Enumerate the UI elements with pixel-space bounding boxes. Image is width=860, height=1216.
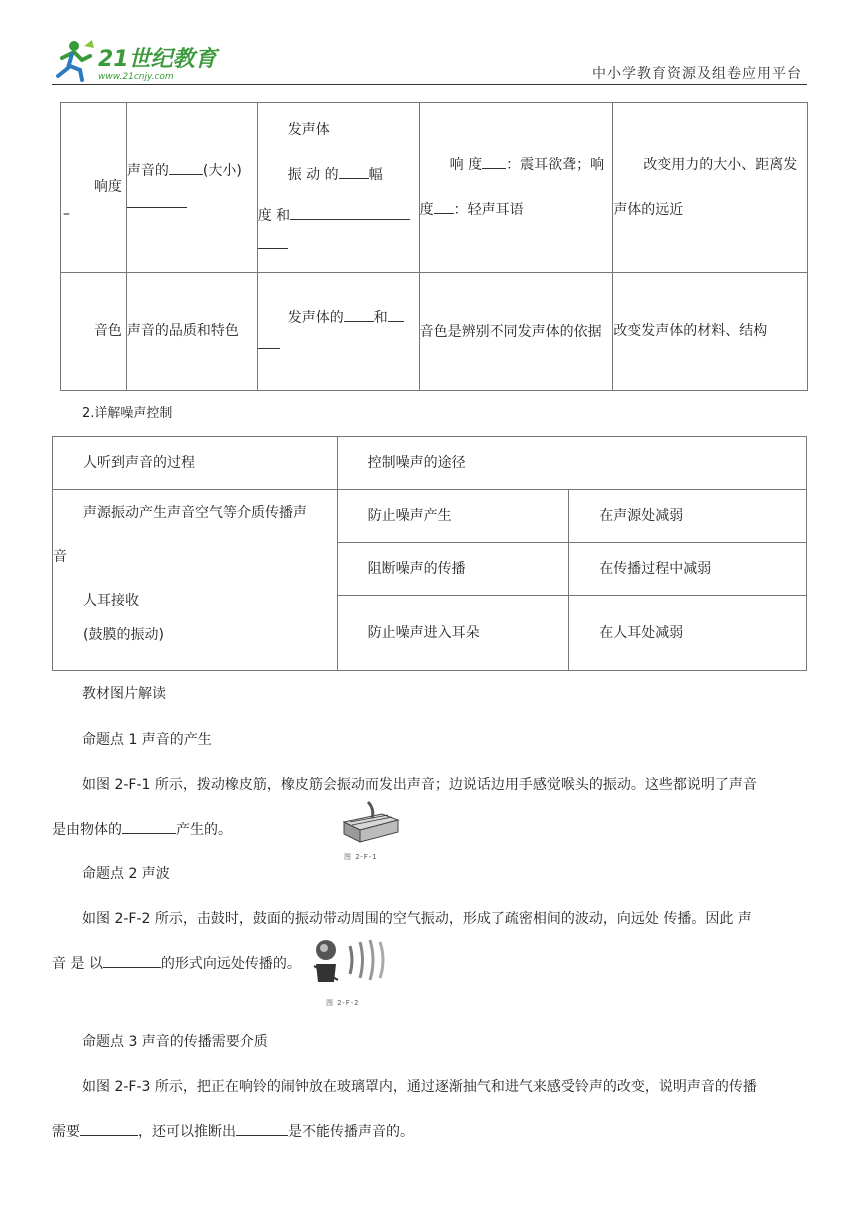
method-cell: 阻断噪声的传播 [337,543,569,596]
paragraph-line: 如图 2-F-2 所示，击鼓时，鼓面的振动带动周围的空气振动，形成了疏密相间的波动，向远处 传播。因此 声 [82,911,752,927]
point-title: 命题点 2 声波 [82,866,170,882]
answer-blank [290,205,410,220]
page-header [0,0,860,90]
logo-text: 21世纪教育 [98,47,217,72]
paragraph-line: 是由物体的 产生的。 [52,819,808,841]
answer-blank [434,199,454,214]
location-cell: 在声源处减弱 [569,490,807,543]
method-cell: 防止噪声产生 [337,490,569,543]
answer-blank [236,1121,288,1136]
runner-icon [58,40,94,80]
section-title: 教材图片解读 [82,686,166,702]
table-row [53,437,807,490]
term-loudness: 响度 [93,179,122,195]
answer-blank [258,234,288,249]
answer-blank [482,154,506,169]
paragraph-line: 音 是 以 的形式向远处传播的。 [52,953,808,975]
answer-blank [127,193,187,208]
location-cell: 在传播过程中减弱 [569,543,807,596]
hearing-process: 声源振动产生声音空气等介质传播声 音 人耳接收 (鼓膜的振动) [53,490,338,671]
point-title: 命题点 1 声音的产生 [82,732,212,748]
logo-21cnjy [52,38,222,84]
platform-name: 中小学教育资源及组卷应用平台 [592,66,802,82]
method-cell: 防止噪声进入耳朵 [337,596,569,671]
loudness-change: 改变用力的大小、距离发声体的远近 [613,156,798,218]
drum-sound-wave-figure [310,936,390,988]
figure-caption: 图 2-F-1 [344,853,377,861]
answer-blank [258,334,280,349]
section-title: 2.详解噪声控制 [82,406,173,421]
logo-url: www.21cnjy.com [98,72,174,82]
timbre-change: 改变发声体的材料、结构 [613,273,808,391]
answer-blank [344,307,374,322]
figure-caption: 图 2-F-2 [326,999,359,1007]
sound-characteristics-table [60,102,808,391]
paragraph-line: 如图 2-F-3 所示，把正在响铃的闹钟放在玻璃罩内，通过逐渐抽气和进气来感受铃声的改变，说明声音的传播 [82,1079,757,1095]
point-title: 命题点 3 声音的传播需要介质 [82,1034,268,1050]
row-marker: – [63,206,70,222]
paragraph-line: 如图 2-F-1 所示，拨动橡皮筋，橡皮筋会振动而发出声音；边说话边用手感觉喉头的振动。这些都说明了声音 [82,777,757,793]
answer-blank [80,1121,138,1136]
table-row: 音色 声音的品质和特色 发声体的 和 音色是辨别不同发声体的依据 改变发声体的材料、结构 [61,273,808,391]
answer-blank [388,307,404,322]
term-timbre: 音色 [61,273,127,391]
answer-blank [339,164,369,179]
location-cell: 在人耳处减弱 [569,596,807,671]
rubber-band-box-figure [338,800,404,846]
answer-blank [122,819,176,834]
table-row: – 响度 声音的 (大小) 发声体 振 动 的 幅 度 和 响 度 ：震耳欲聋；响 度 ：轻声耳语 改变用力的大小、距离发声体的远近 [61,103,808,273]
answer-blank [103,953,161,968]
answer-blank [169,160,203,175]
header-methods: 控制噪声的途径 [337,437,806,490]
noise-control-table [52,436,807,671]
table-row [53,490,807,543]
header-process: 人听到声音的过程 [53,437,338,490]
paragraph-line: 需要 ，还可以推断出 是不能传播声音的。 [52,1121,808,1143]
header-divider [52,84,807,85]
timbre-description: 音色是辨别不同发声体的依据 [419,273,613,391]
timbre-definition: 声音的品质和特色 [126,273,257,391]
